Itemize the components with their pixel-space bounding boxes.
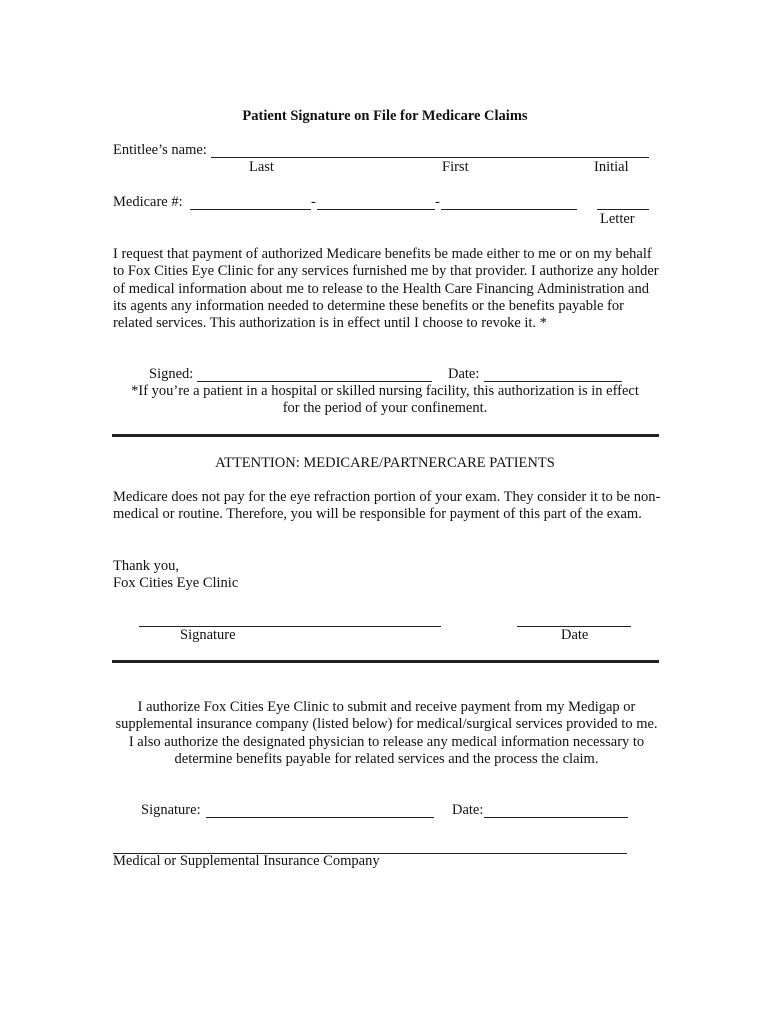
authorization-paragraph: I request that payment of authorized Medicare benefits be made either to me or on my behalf to Fox Cities Eye Clinic for any services furnished me by that provider. I authorize any holder of medical information about me to release to the Health Care Financing Administration and its agents any information needed to determine these benefits or the benefits payable for related services. This authorization is in effect until I choose to revoke it. * [113,246,659,332]
entitlee-last-sublabel: Last [249,159,274,175]
attention-paragraph: Medicare does not pay for the eye refraction portion of your exam. They consider it to be non-medical or routine. Therefore, you will be responsible for payment of this part of the exam. [113,489,661,523]
thanks-text: Thank you, [113,558,180,574]
medicare-dash-2: - [435,194,440,210]
entitlee-initial-sublabel: Initial [594,159,629,175]
entitlee-first-sublabel: First [442,159,469,175]
signed-field[interactable] [197,365,432,382]
footnote-line-1: *If you’re a patient in a hospital or skilled nursing facility, this authorization is in effect [131,383,639,399]
signed-label: Signed: [149,366,194,382]
signed-date-label: Date: [448,366,480,382]
medicare-number-part3-field[interactable] [441,193,577,210]
signed-date-field[interactable] [484,365,622,382]
medicare-dash-1: - [311,194,316,210]
medicare-number-label: Medicare #: [113,194,183,210]
supplemental-date-label: Date: [452,802,484,818]
entitlee-name-field[interactable] [211,141,649,158]
medicare-letter-field[interactable] [597,193,649,210]
attention-heading: ATTENTION: MEDICARE/PARTNERCARE PATIENTS [215,455,555,471]
attention-date-label: Date [561,627,589,643]
insurance-company-field[interactable] [113,837,627,854]
attention-signature-field[interactable] [139,610,441,627]
section-divider-2 [112,660,659,663]
footnote-line-2: for the period of your confinement. [282,400,488,416]
insurance-company-label: Medical or Supplemental Insurance Company [113,853,380,869]
supplemental-date-field[interactable] [484,801,628,818]
page-title: Patient Signature on File for Medicare Claims [242,108,528,124]
supplemental-signature-field[interactable] [206,801,434,818]
medicare-number-part2-field[interactable] [317,193,435,210]
attention-signature-label: Signature [180,627,236,643]
attention-date-field[interactable] [517,610,631,627]
entitlee-name-label: Entitlee’s name: [113,142,207,158]
supplemental-signature-label: Signature: [141,802,201,818]
section-divider-1 [112,434,659,437]
medicare-letter-sublabel: Letter [600,211,635,227]
medicare-number-part1-field[interactable] [190,193,311,210]
clinic-name: Fox Cities Eye Clinic [113,575,239,591]
supplemental-paragraph: I authorize Fox Cities Eye Clinic to submit and receive payment from my Medigap or supplemental insurance company (listed below) for medical/surgical services provided to me. I also authorize the designated physician to release any medical information necessary to determine benefits payable for related services and the process the claim. [115,699,658,767]
